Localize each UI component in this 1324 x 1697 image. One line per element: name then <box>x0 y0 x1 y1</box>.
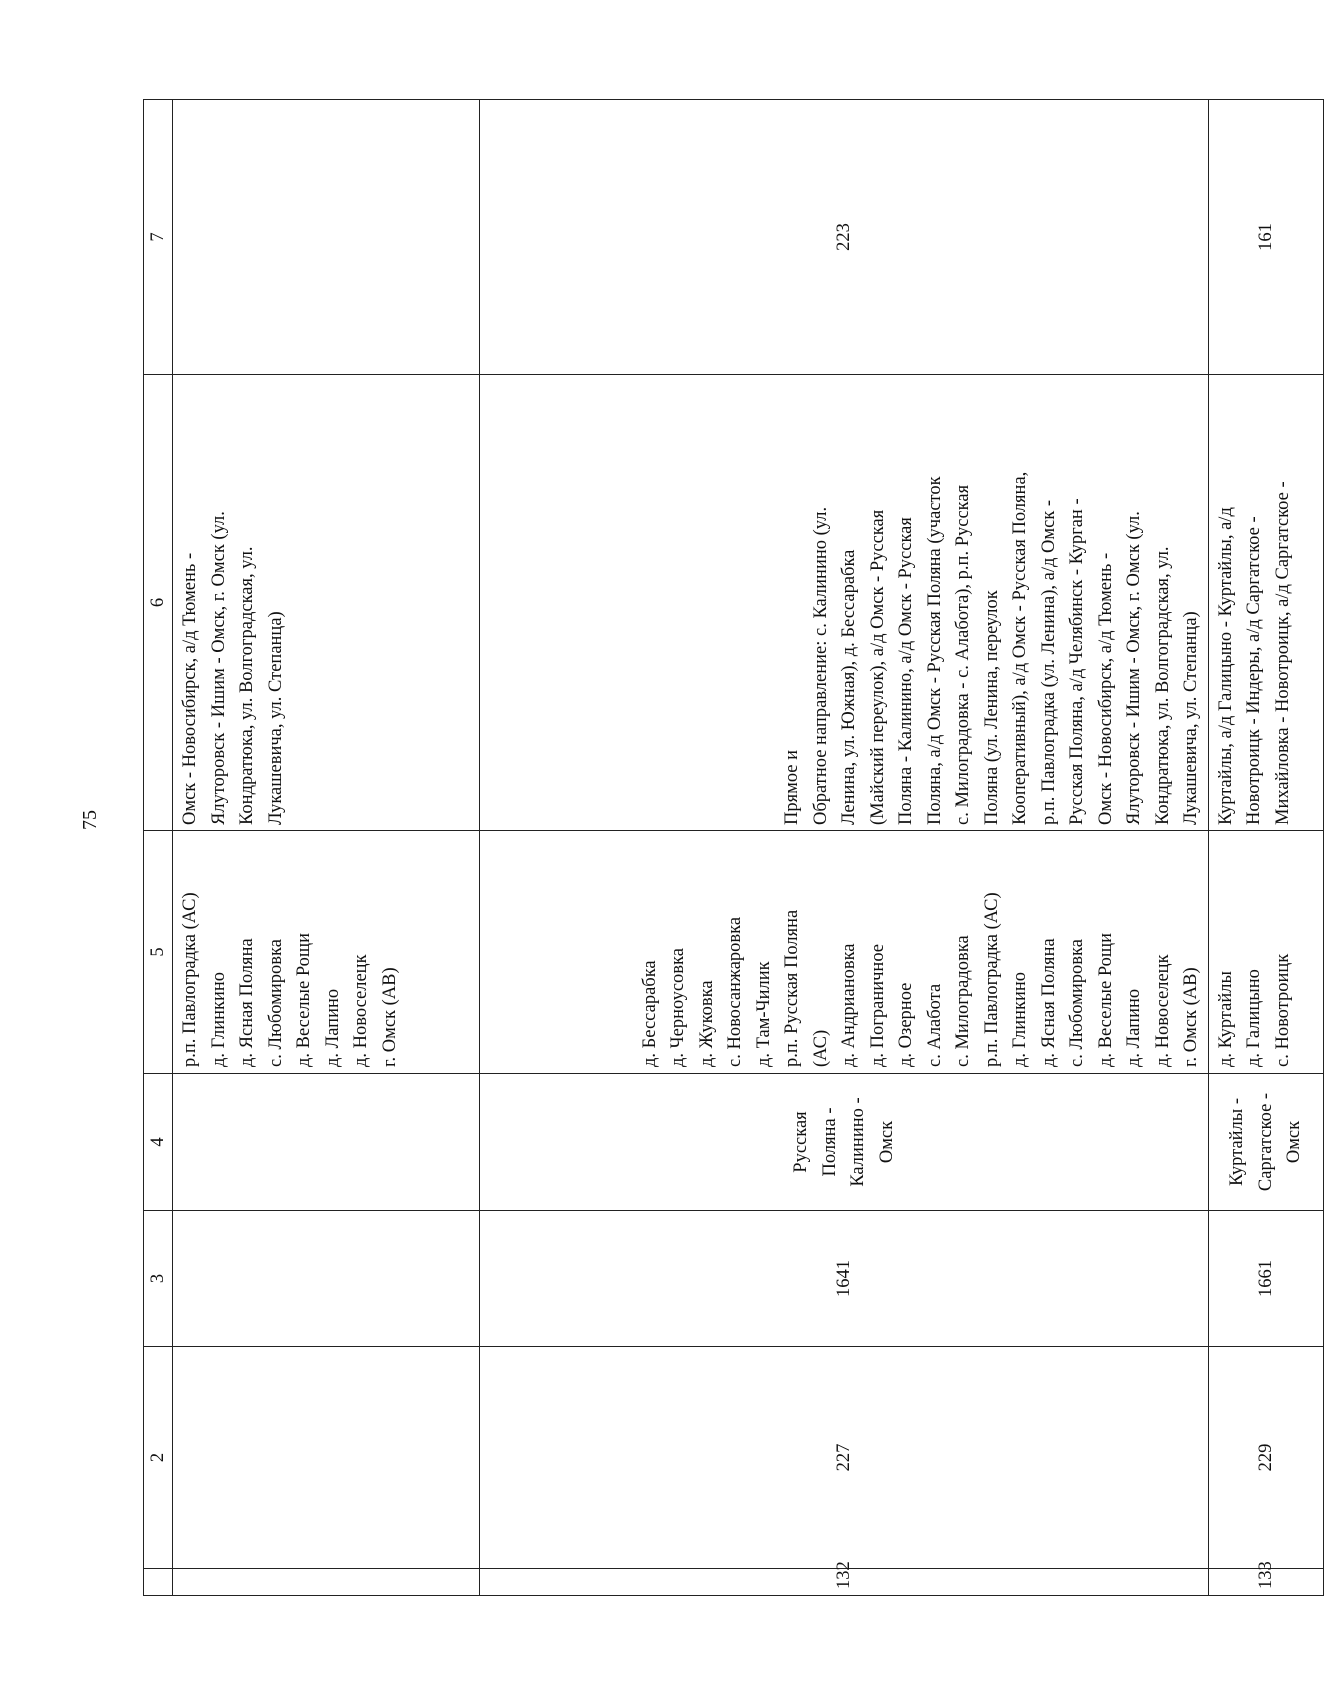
cell-line: р.п. Русская Поляна <box>782 909 803 1067</box>
cell-line: с. Новотроицк <box>1272 953 1293 1067</box>
cell-line: д. Лапино <box>1124 988 1145 1067</box>
registry-number-cell <box>173 1211 480 1347</box>
table-row <box>480 100 1208 1596</box>
cell-line: с. Милоградовка - с. Алабота), р.п. Русская <box>953 484 974 825</box>
cell-line: д. Озерное <box>896 982 917 1067</box>
registry-number-cell: 1661 <box>1208 1211 1323 1347</box>
header-col-1 <box>144 1569 173 1596</box>
cell-line: Обратное направление: с. Калинино (ул. <box>810 506 831 825</box>
cell-line: д. Новоселецк <box>1152 954 1173 1067</box>
cell-line: (АС) <box>810 1029 831 1067</box>
route-name-cell: Куртайлы - Саргатское - Омск <box>1208 1074 1323 1211</box>
cell-line: д. Там-Чилик <box>753 961 774 1067</box>
rotated-page-content <box>143 100 1324 1596</box>
streets-cell <box>1208 375 1323 831</box>
cell-line: Русская Поляна, а/д Челябинск - Курган - <box>1067 498 1088 825</box>
cell-line: Лукашевича, ул. Степанца) <box>265 611 286 825</box>
row-number-cell <box>173 1569 480 1596</box>
header-col-6: 6 <box>144 375 173 831</box>
registry-number-cell: 1641 <box>480 1211 1208 1347</box>
page-number: 75 <box>78 810 101 830</box>
cell-line: д. Куртайлы <box>1215 971 1236 1067</box>
header-col-5: 5 <box>144 831 173 1074</box>
stops-cell <box>1208 831 1323 1074</box>
cell-line: Ялуторовск - Ишим - Омск, г. Омск (ул. <box>1124 511 1145 825</box>
cell-line: Куртайлы, а/д Галицыно - Куртайлы, а/д <box>1215 507 1236 825</box>
cell-line: д. Веселые Рощи <box>1095 932 1116 1067</box>
cell-line: Михайловка - Новотроицк, а/д Саргатское - <box>1272 481 1293 825</box>
cell-line: р.п. Павлоградка (АС) <box>981 892 1002 1067</box>
header-col-7: 7 <box>144 100 173 375</box>
route-number-cell <box>173 1347 480 1569</box>
cell-line: Кооперативный), а/д Омск - Русская Поляна, <box>1010 471 1031 825</box>
cell-line: д. Ясная Поляна <box>237 938 257 1067</box>
cell-line: д. Бессарабка <box>639 960 660 1067</box>
table-row <box>1208 100 1323 1596</box>
cell-line: Поляна, а/д Омск - Русская Поляна (участок <box>924 476 945 825</box>
cell-line: д. Веселые Рощи <box>294 932 314 1067</box>
cell-line: с. Любомировка <box>1067 939 1088 1067</box>
cell-line: Ленина, ул. Южная), д. Бессарабка <box>839 549 860 825</box>
cell-line: Кондратюка, ул. Волгоградская, ул. <box>1152 546 1173 825</box>
cell-line: Кондратюка, ул. Волгоградская, ул. <box>237 546 257 825</box>
cell-line: д. Лапино <box>322 988 343 1067</box>
row-number-cell: 132 <box>480 1569 1208 1596</box>
cell-line: с. Алабота <box>924 983 945 1067</box>
cell-line: Поляна - Калинино, а/д Омск - Русская <box>896 517 917 825</box>
route-number-cell: 229 <box>1208 1347 1323 1569</box>
streets-cell <box>173 375 480 831</box>
header-col-4: 4 <box>144 1074 173 1211</box>
stops-cell <box>173 831 480 1074</box>
length-cell: 223 <box>480 100 1208 375</box>
cell-line: д. Черноусовка <box>668 948 689 1067</box>
routes-table <box>143 99 1324 1596</box>
cell-line: Новотроицк - Индеры, а/д Саргатское - <box>1244 516 1265 825</box>
route-name-cell: Русская Поляна - Калинино - Омск <box>480 1074 1208 1211</box>
cell-line: д. Глинкино <box>1010 971 1031 1067</box>
cell-line: с. Любомировка <box>265 939 286 1067</box>
cell-line: д. Пограничное <box>867 943 888 1067</box>
stops-cell <box>480 831 1208 1074</box>
cell-line: д. Ясная Поляна <box>1038 938 1059 1067</box>
streets-cell <box>480 375 1208 831</box>
cell-line: г. Омск (АВ) <box>379 967 400 1067</box>
cell-line: Ялуторовск - Ишим - Омск, г. Омск (ул. <box>208 511 229 825</box>
cell-line: д. Андриановка <box>839 943 860 1067</box>
cell-line: (Майский переулок), а/д Омск - Русская <box>867 509 888 825</box>
table-row <box>173 100 480 1596</box>
header-col-2: 2 <box>144 1347 173 1569</box>
length-cell: 161 <box>1208 100 1323 375</box>
route-number-cell: 227 <box>480 1347 1208 1569</box>
cell-line: Лукашевича, ул. Степанца) <box>1181 611 1202 825</box>
row-number-cell: 133 <box>1208 1569 1323 1596</box>
cell-line: д. Галицыно <box>1244 969 1265 1067</box>
cell-line: д. Новоселецк <box>351 954 371 1067</box>
cell-line: с. Новосанжаровка <box>725 916 746 1067</box>
route-name-cell <box>173 1074 480 1211</box>
cell-line: Поляна (ул. Ленина, переулок <box>981 590 1002 825</box>
cell-line: д. Жуковка <box>696 980 717 1067</box>
cell-line: р.п. Павлоградка (ул. Ленина), а/д Омск - <box>1038 499 1059 825</box>
cell-line: Прямое и <box>782 749 803 825</box>
cell-line: р.п. Павлоградка (АС) <box>180 892 200 1067</box>
header-col-3: 3 <box>144 1211 173 1347</box>
length-cell <box>173 100 480 375</box>
cell-line: г. Омск (АВ) <box>1181 967 1202 1067</box>
cell-line: Омск - Новосибирск, а/д Тюмень - <box>1095 552 1116 825</box>
cell-line: Омск - Новосибирск, а/д Тюмень - <box>180 552 200 825</box>
header-row <box>144 100 173 1596</box>
cell-line: с. Милоградовка <box>953 935 974 1067</box>
cell-line: д. Глинкино <box>208 971 229 1067</box>
